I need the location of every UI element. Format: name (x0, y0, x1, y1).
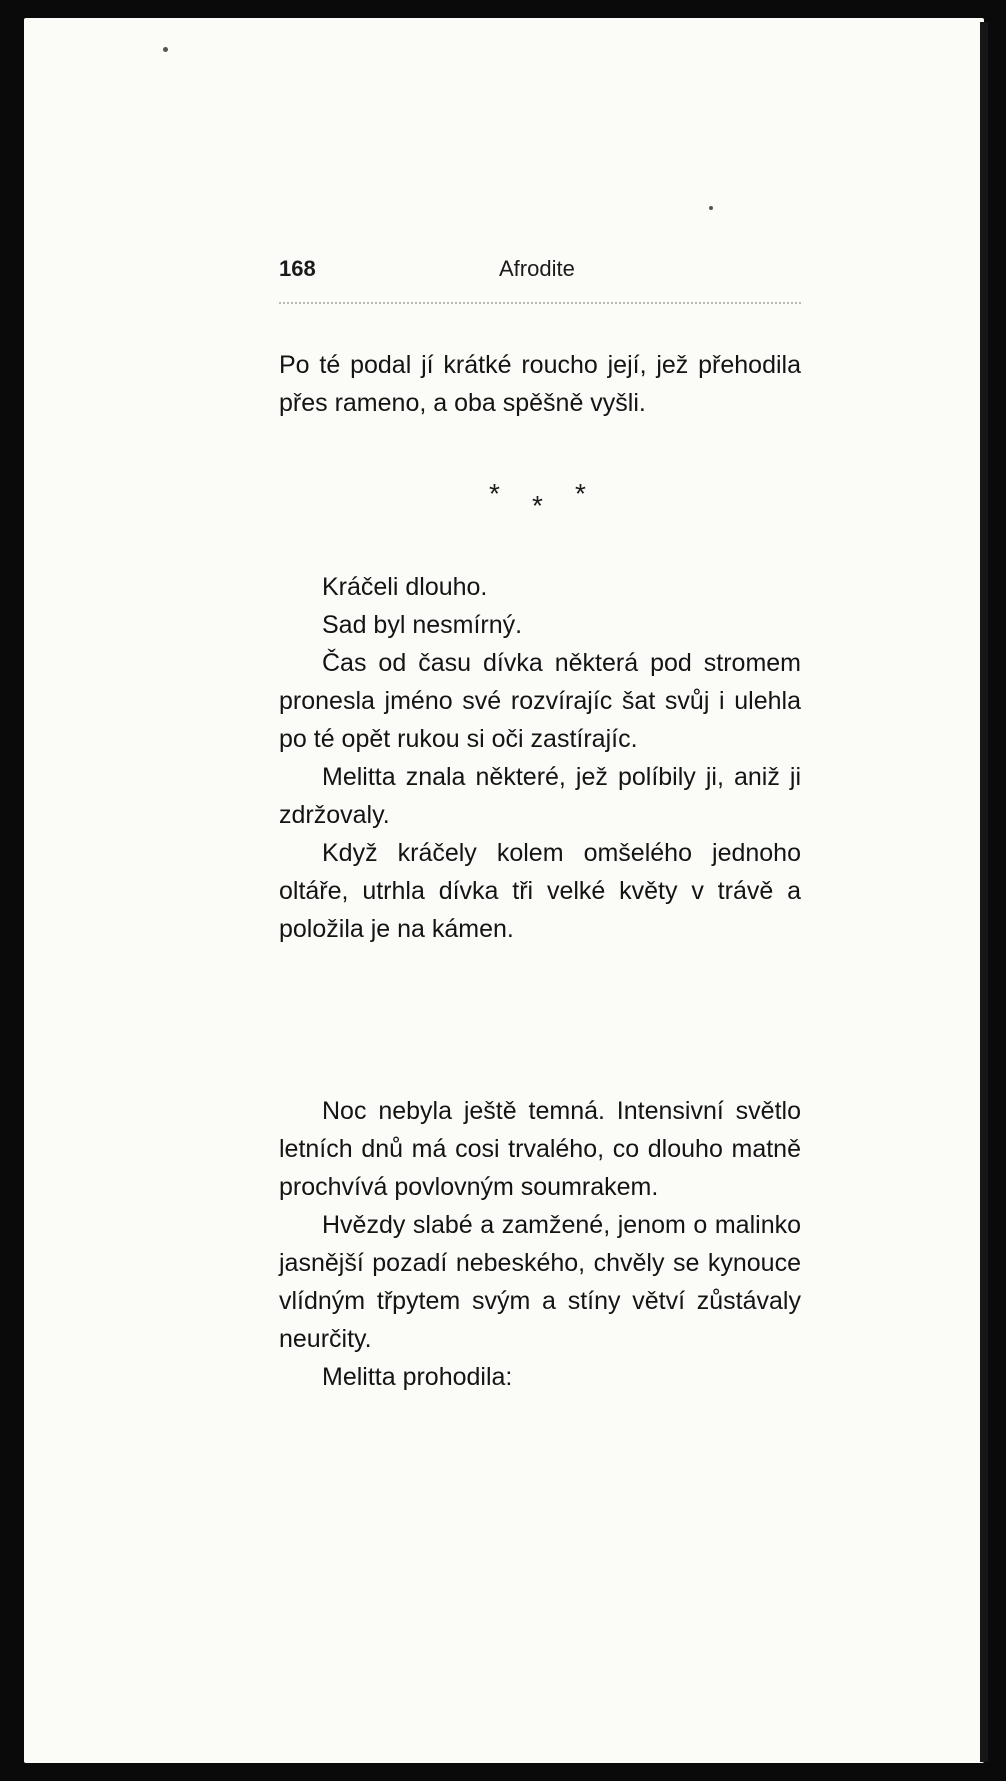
section-2 (279, 1092, 801, 1396)
opening-block (279, 346, 801, 422)
paragraph: Kráčeli dlouho. (322, 573, 488, 601)
paragraph: Sad byl nesmírný. (322, 611, 523, 639)
paper-speck (163, 47, 168, 52)
section-1 (279, 568, 801, 948)
running-title: Afrodite (499, 256, 575, 281)
paper-speck (709, 206, 713, 210)
paragraph: Melitta prohodila: (322, 1363, 513, 1391)
paragraph: Hvězdy slabé a zamžené, jenom o malinko jasnější pozadí nebeského, chvěly se kynouce vlídným třpytem svým a stíny větví zůstávaly neurčity. (279, 1211, 801, 1353)
asterisk: * (489, 478, 500, 509)
page-edge-shadow (980, 22, 988, 1762)
section-asterism (279, 478, 801, 521)
paragraph: Po té podal jí krátké roucho její, jež přehodila přes rameno, a oba spěšně vyšli. (279, 351, 801, 417)
paragraph: Čas od času dívka některá pod stromem pronesla jméno své rozvírajíc šat svůj i ulehla po té opět rukou si oči zastírajíc. (279, 649, 801, 753)
running-header (279, 256, 801, 286)
header-rule (279, 302, 801, 304)
paragraph: Noc nebyla ještě temná. Intensivní světlo letních dnů má cosi trvalého, co dlouho matně prochvívá povlovným soumrakem. (279, 1097, 801, 1201)
paragraph: Melitta znala některé, jež políbily ji, aniž ji zdržovaly. (279, 763, 801, 829)
asterisk: * (532, 490, 543, 521)
page-number: 168 (279, 256, 316, 281)
paragraph: Když kráčely kolem omšelého jednoho oltáře, utrhla dívka tři velké květy v trávě a položila je na kámen. (279, 839, 801, 943)
asterisk: * (575, 478, 586, 509)
